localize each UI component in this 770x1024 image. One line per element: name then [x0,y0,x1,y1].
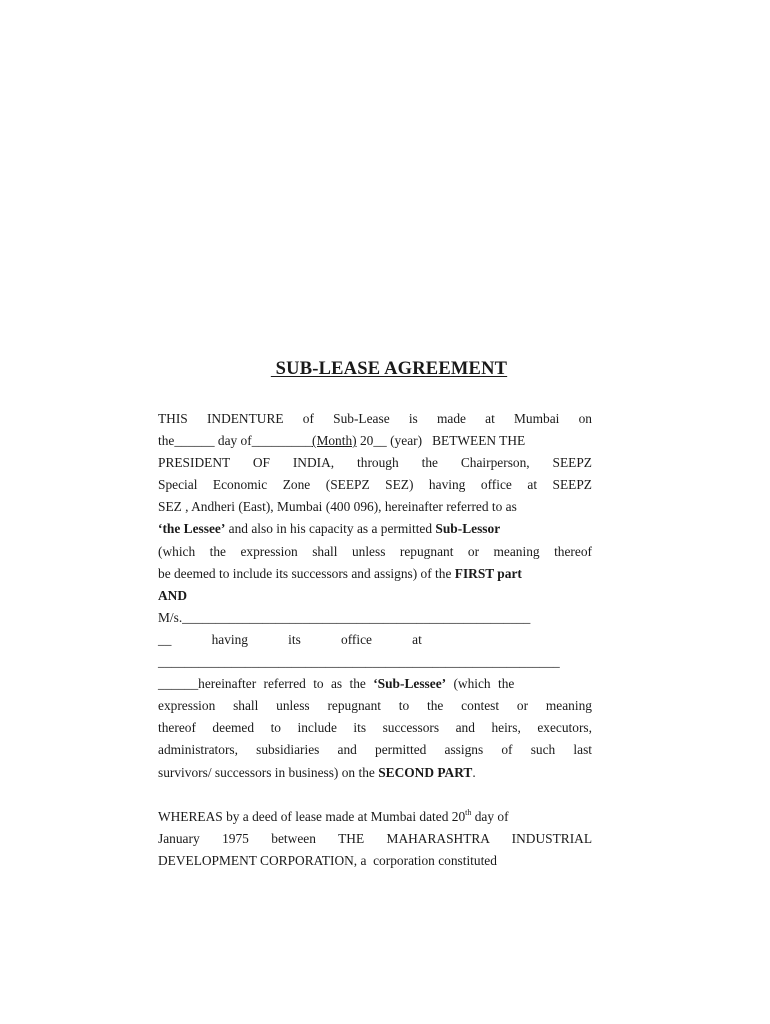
text-line: January 1975 between THE MAHARASHTRA INDUSTRIAL [158,830,592,846]
text-line: SEZ , Andheri (East), Mumbai (400 096), hereinafter referred to as [158,499,517,515]
text-run: the______ day of_________ [158,433,312,449]
text-line [158,762,592,784]
text-run: survivors/ successors in business) on the [158,764,379,780]
text-run: AND [158,587,188,603]
paragraph-spacer [158,784,592,806]
text-line [158,518,592,540]
paragraph-whereas [158,806,592,872]
text-run: ______hereinafter referred to as the [158,676,374,692]
text-line [158,430,592,452]
text-line: expression shall unless repugnant to the contest or meaning [158,698,592,714]
text-line: M/s.____________________________________________________ [158,609,531,625]
text-line [158,673,592,695]
text-run: 20__ (year) BETWEEN THE [356,433,526,449]
text-run: WHEREAS by a deed of lease made at Mumbai dated 20 [158,808,466,824]
text-run: (which the [446,676,515,692]
text-line: administrators, subsidiaries and permitted assigns of such last [158,742,592,758]
text-line [158,806,592,828]
text-line: Special Economic Zone (SEEPZ SEZ) having office at SEEPZ [158,477,592,493]
text-line: PRESIDENT OF INDIA, through the Chairperson, SEEPZ [158,455,592,471]
text-line [158,585,592,607]
text-line: thereof deemed to include its successors and heirs, executors, [158,720,592,736]
text-run: FIRST part [454,565,522,581]
document-title: SUB-LEASE AGREEMENT [270,359,508,379]
document-body [158,408,592,872]
text-line [158,563,592,585]
text-run: and also in his capacity as a permitted [225,521,436,537]
text-run: ‘the Lessee’ [158,521,226,537]
text-line: DEVELOPMENT CORPORATION, a corporation constituted [158,852,497,868]
text-run: SECOND PART [378,764,473,780]
text-run: Sub-Lessor [435,521,501,537]
paragraph-parties-second [158,607,592,784]
ordinal-suffix: th [465,807,472,817]
text-run: day of [471,808,509,824]
text-run: (Month) [311,433,357,449]
text-run: be deemed to include its successors and assigns) of the [158,565,455,581]
paragraph-parties-first [158,408,592,607]
text-line: ____________________________________________________________ [158,654,560,670]
text-line: __ having its office at [158,631,422,647]
text-run: . [472,764,476,780]
text-run: ‘Sub-Lessee’ [373,676,447,692]
text-line: THIS INDENTURE of Sub-Lease is made at Mumbai on [158,411,592,426]
text-line: (which the expression shall unless repugnant or meaning thereof [158,543,592,559]
